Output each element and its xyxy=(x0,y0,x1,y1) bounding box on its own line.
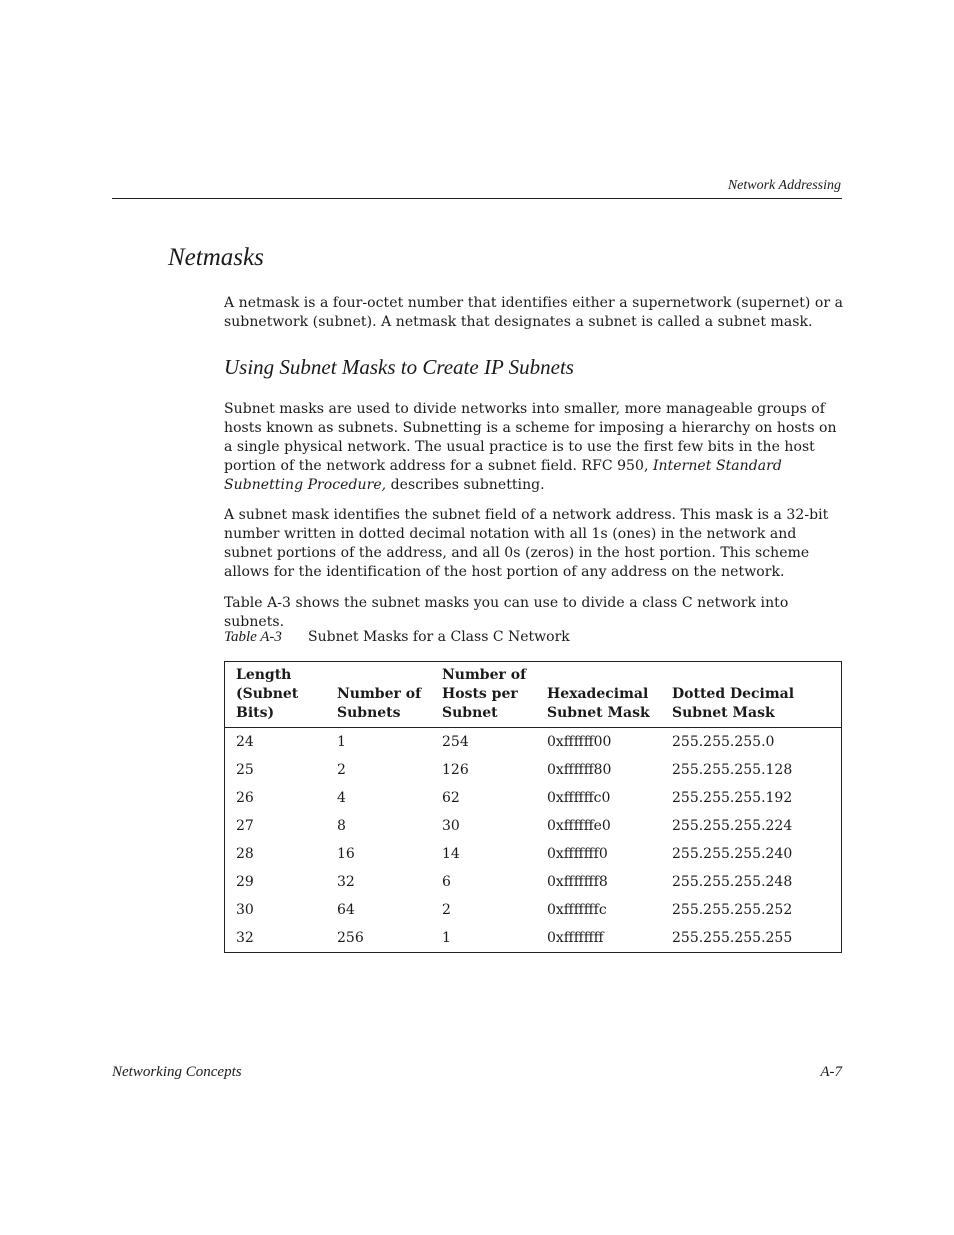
cell-hosts: 126 xyxy=(442,762,469,778)
table-row xyxy=(225,784,842,812)
running-head: Network Addressing xyxy=(727,178,841,193)
footer-page-number: A-7 xyxy=(820,1064,842,1080)
header-hex-mask: Hexadecimal Subnet Mask xyxy=(536,662,661,728)
cell-subnets: 1 xyxy=(337,734,346,750)
cell-subnets: 2 xyxy=(337,762,346,778)
table-caption-text: Subnet Masks for a Class C Network xyxy=(308,629,570,645)
cell-subnets: 64 xyxy=(337,902,355,918)
subnet-mask-table xyxy=(224,661,842,953)
cell-length: 24 xyxy=(236,734,254,750)
table-row xyxy=(225,756,842,784)
cell-dotted-mask: 255.255.255.248 xyxy=(672,874,793,890)
footer-book-title: Networking Concepts xyxy=(112,1064,242,1080)
subnet-paragraph-block xyxy=(224,400,844,495)
cell-length: 32 xyxy=(236,930,254,946)
cell-hosts: 62 xyxy=(442,790,460,806)
table-row xyxy=(225,896,842,924)
table-caption xyxy=(224,629,570,646)
header-hosts-per-subnet: Number of Hosts per Subnet xyxy=(431,662,536,728)
cell-hex-mask: 0xffffff80 xyxy=(547,762,612,778)
rfc-title: Internet Standard Subnetting Procedure, xyxy=(224,458,782,493)
table-number: Table A-3 xyxy=(224,629,282,645)
table-intro-block xyxy=(224,594,844,632)
subsection-title: Using Subnet Masks to Create IP Subnets xyxy=(224,355,574,379)
table-row xyxy=(225,868,842,896)
cell-hosts: 1 xyxy=(442,930,451,946)
table-header-row xyxy=(225,662,842,728)
mask-paragraph-block xyxy=(224,506,844,582)
cell-hex-mask: 0xffffff00 xyxy=(547,734,612,750)
cell-dotted-mask: 255.255.255.224 xyxy=(672,818,793,834)
cell-dotted-mask: 255.255.255.255 xyxy=(672,930,793,946)
cell-length: 26 xyxy=(236,790,254,806)
paragraph-text: Subnet masks are used to divide networks into smaller, more manageable groups of hosts known as subnets. Subnetting is a scheme for imposing a hierarchy on hosts on a single physical network. The usual practice is to use the first few bits in the host portion of the network address for a subnet field. RFC 950, xyxy=(224,401,837,474)
subnet-paragraph-2: A subnet mask identifies the subnet field of a network address. This mask is a 32-bit number written in dotted decimal notation with all 1s (ones) in the network and subnet portions of the address, and all 0s (zeros) in the host portion. This scheme allows for the identification of the host portion of any address on the network. xyxy=(224,507,829,580)
subnet-paragraph-3: Table A-3 shows the subnet masks you can use to divide a class C network into subnets. xyxy=(224,595,789,630)
cell-hosts: 6 xyxy=(442,874,451,890)
intro-block xyxy=(224,294,844,332)
cell-hosts: 14 xyxy=(442,846,460,862)
subnet-paragraph-1 xyxy=(224,400,844,495)
cell-length: 29 xyxy=(236,874,254,890)
cell-length: 27 xyxy=(236,818,254,834)
cell-subnets: 32 xyxy=(337,874,355,890)
cell-hosts: 2 xyxy=(442,902,451,918)
cell-dotted-mask: 255.255.255.192 xyxy=(672,790,793,806)
header-rule xyxy=(112,198,842,199)
cell-dotted-mask: 255.255.255.0 xyxy=(672,734,775,750)
cell-hex-mask: 0xffffffff xyxy=(547,930,604,946)
cell-subnets: 8 xyxy=(337,818,346,834)
cell-subnets: 256 xyxy=(337,930,364,946)
paragraph-text: describes subnetting. xyxy=(386,477,545,493)
header-dotted-mask: Dotted Decimal Subnet Mask xyxy=(661,662,842,728)
cell-length: 25 xyxy=(236,762,254,778)
table-row xyxy=(225,728,842,757)
cell-subnets: 16 xyxy=(337,846,355,862)
cell-length: 28 xyxy=(236,846,254,862)
header-length: Length (Subnet Bits) xyxy=(225,662,327,728)
table-row xyxy=(225,924,842,953)
table-row xyxy=(225,840,842,868)
header-number-of-subnets: Number of Subnets xyxy=(326,662,431,728)
cell-dotted-mask: 255.255.255.240 xyxy=(672,846,793,862)
cell-length: 30 xyxy=(236,902,254,918)
cell-subnets: 4 xyxy=(337,790,346,806)
table-row xyxy=(225,812,842,840)
cell-hex-mask: 0xffffffe0 xyxy=(547,818,611,834)
cell-dotted-mask: 255.255.255.128 xyxy=(672,762,793,778)
cell-hex-mask: 0xfffffffc xyxy=(547,902,607,918)
section-title: Netmasks xyxy=(168,244,264,271)
cell-hex-mask: 0xfffffff0 xyxy=(547,846,608,862)
cell-dotted-mask: 255.255.255.252 xyxy=(672,902,793,918)
cell-hosts: 254 xyxy=(442,734,469,750)
cell-hosts: 30 xyxy=(442,818,460,834)
cell-hex-mask: 0xffffffc0 xyxy=(547,790,611,806)
intro-paragraph: A netmask is a four-octet number that identifies either a supernetwork (supernet) or a subnetwork (subnet). A netmask that designates a subnet is called a subnet mask. xyxy=(224,295,844,330)
cell-hex-mask: 0xfffffff8 xyxy=(547,874,608,890)
